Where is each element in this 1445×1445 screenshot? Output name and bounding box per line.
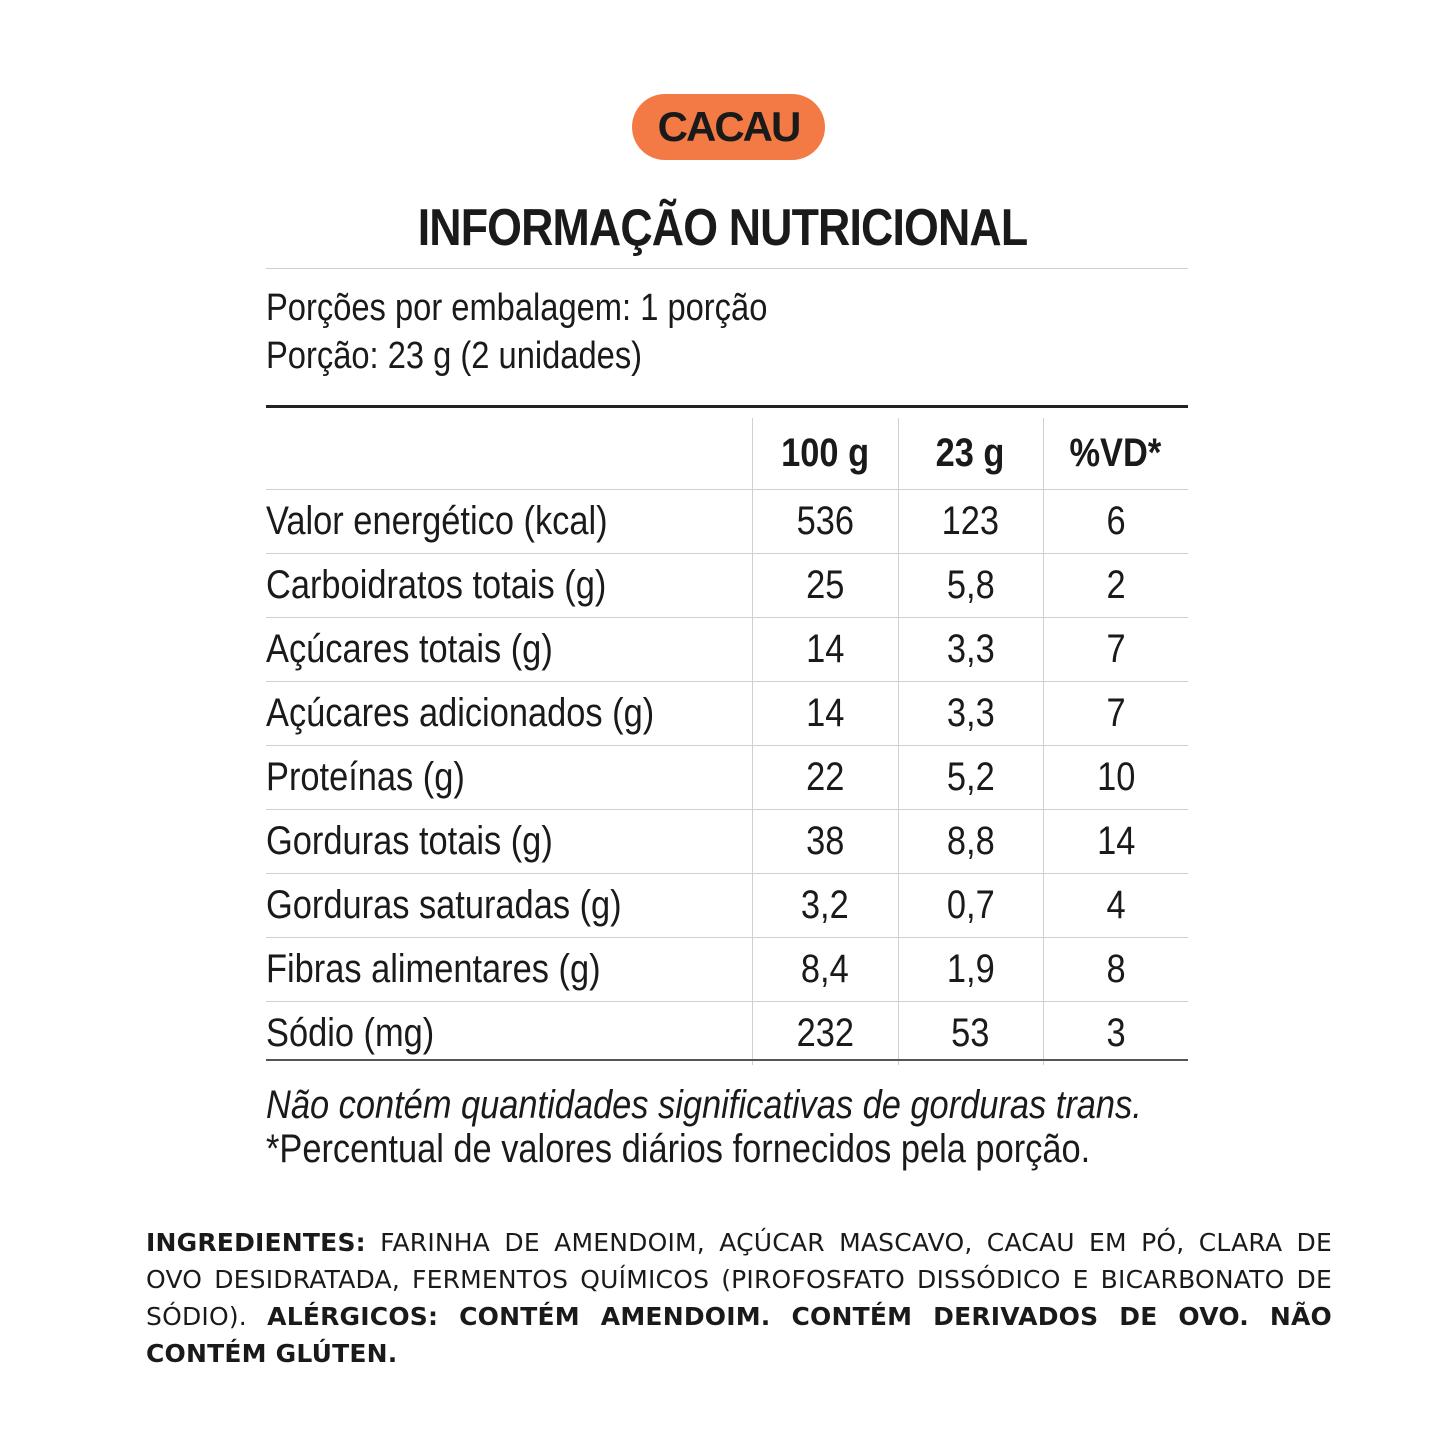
- value-23g: 8,8: [898, 810, 1043, 874]
- value-vd: 7: [1043, 682, 1188, 746]
- value-vd: 7: [1043, 618, 1188, 682]
- trans-fat-note: Não contém quantidades significativas de gorduras trans.: [266, 1083, 1142, 1127]
- value-100g: 25: [752, 554, 898, 618]
- nutrient-label: Açúcares totais (g): [266, 618, 752, 682]
- value-23g: 3,3: [898, 682, 1043, 746]
- title-divider: [266, 268, 1188, 269]
- value-23g: 53: [898, 1002, 1043, 1066]
- nutrient-label: Sódio (mg): [266, 1011, 435, 1055]
- allergens-text: ALÉRGICOS: CONTÉM AMENDOIM. CONTÉM DERIVADOS DE OVO. NÃO CONTÉM GLÚTEN.: [146, 1302, 1332, 1368]
- page-title: INFORMAÇÃO NUTRICIONAL: [417, 199, 1028, 257]
- table-row: [266, 1002, 1188, 1066]
- value-vd: 2: [1043, 554, 1188, 618]
- table-row: [266, 746, 1188, 810]
- value-100g: 232: [752, 1002, 898, 1066]
- value-23g: 5,8: [898, 554, 1043, 618]
- nutrient-label: Carboidratos totais (g): [266, 554, 752, 618]
- header-100g: 100 g: [752, 418, 898, 490]
- table-row: [266, 810, 1188, 874]
- table-row: [266, 490, 1188, 554]
- ingredients-text: FARINHA DE AMENDOIM, AÇÚCAR MASCAVO, CACAU EM PÓ, CLARA DE OVO DESIDRATADA, FERMENTOS QUÍMICOS (PIROFOSFATO DISSÓDICO E BICARBONATO DE SÓDIO).: [146, 1228, 1332, 1331]
- header-vd: %VD*: [1043, 418, 1188, 490]
- flavor-badge: CACAU: [632, 94, 825, 160]
- value-23g: 123: [898, 490, 1043, 554]
- table-row: [266, 618, 1188, 682]
- header-nutrient: [266, 418, 752, 490]
- table-row: [266, 682, 1188, 746]
- value-100g: 8,4: [752, 938, 898, 1002]
- table-top-rule: [266, 405, 1188, 408]
- value-vd: 4: [1043, 874, 1188, 938]
- value-vd: 8: [1043, 938, 1188, 1002]
- ingredients-label: INGREDIENTES:: [146, 1228, 366, 1257]
- value-23g: 0,7: [898, 874, 1043, 938]
- value-100g: 38: [752, 810, 898, 874]
- value-23g: 5,2: [898, 746, 1043, 810]
- value-100g: 14: [752, 618, 898, 682]
- nutrient-label: Gorduras saturadas (g): [266, 874, 752, 938]
- value-vd: 10: [1043, 746, 1188, 810]
- value-100g: 536: [752, 490, 898, 554]
- table-bottom-rule: [266, 1059, 1188, 1061]
- value-vd: 6: [1043, 490, 1188, 554]
- value-100g: 22: [752, 746, 898, 810]
- portion-size: Porção: 23 g (2 unidades): [266, 335, 643, 377]
- nutrient-label: Proteínas (g): [266, 746, 752, 810]
- value-100g: 3,2: [752, 874, 898, 938]
- nutrient-label: Gorduras totais (g): [266, 810, 752, 874]
- table-row: [266, 874, 1188, 938]
- value-23g: 1,9: [898, 938, 1043, 1002]
- value-vd: 14: [1043, 810, 1188, 874]
- value-vd: 3: [1043, 1002, 1188, 1066]
- nutrient-label: Açúcares adicionados (g): [266, 682, 752, 746]
- nutrient-label: Valor energético (kcal): [266, 490, 752, 554]
- value-100g: 14: [752, 682, 898, 746]
- nutrition-table: [266, 418, 1188, 1065]
- table-header-row: [266, 418, 1188, 490]
- header-23g: 23 g: [898, 418, 1043, 490]
- daily-value-note: *Percentual de valores diários fornecidos pela porção.: [266, 1127, 1091, 1171]
- ingredients-block: [146, 1224, 1332, 1372]
- value-23g: 3,3: [898, 618, 1043, 682]
- table-row: [266, 938, 1188, 1002]
- servings-per-package: Porções por embalagem: 1 porção: [266, 287, 768, 329]
- table-row: [266, 554, 1188, 618]
- nutrient-label: Fibras alimentares (g): [266, 938, 752, 1002]
